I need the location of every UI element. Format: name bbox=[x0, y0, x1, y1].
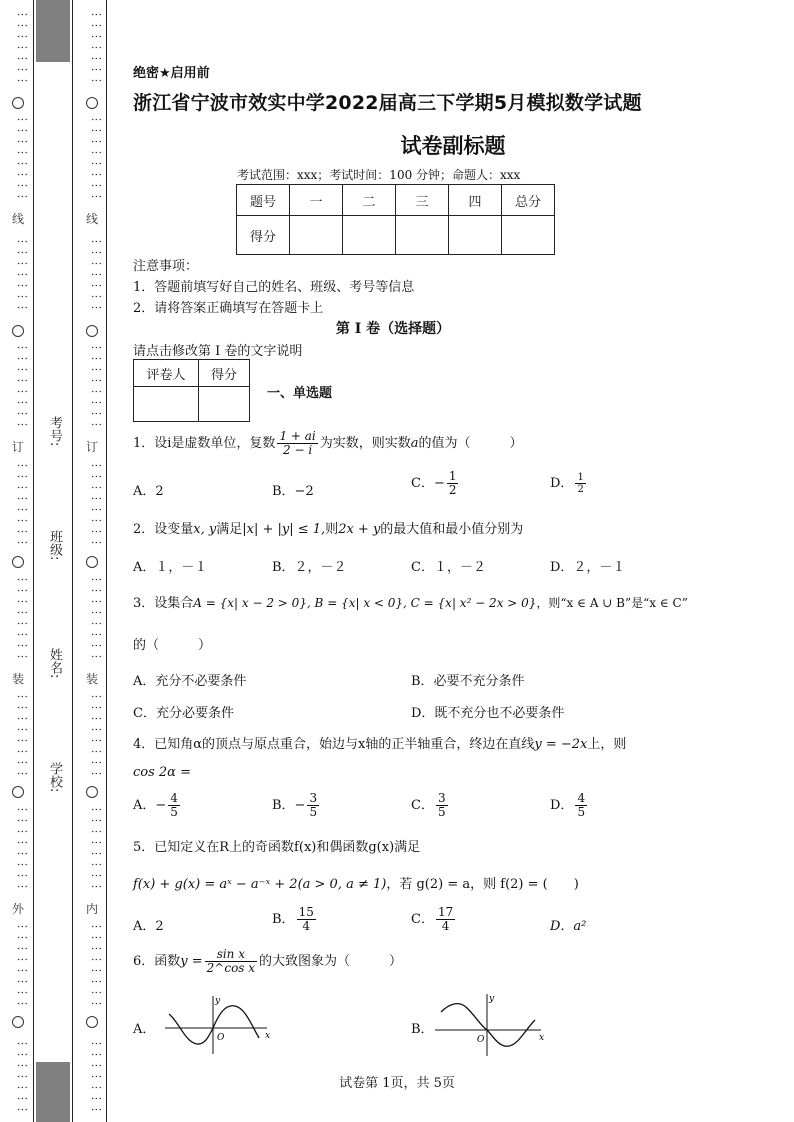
q6-tail: 的大致图象为（ ） bbox=[259, 954, 403, 969]
note-item: 2．请将答案正确填写在答题卡上 bbox=[133, 301, 324, 316]
score-cell[interactable] bbox=[502, 216, 555, 255]
option-frac bbox=[436, 906, 455, 933]
q3-option-b[interactable]: B．必要不充分条件 bbox=[411, 674, 525, 689]
y-axis-label: y bbox=[489, 994, 495, 1004]
q2-option-c[interactable]: C．１，－２ bbox=[411, 560, 486, 575]
q4-line-equation: y = −2x bbox=[534, 737, 588, 752]
frac-den: 5 bbox=[437, 805, 446, 819]
q1-option-a[interactable]: A．2 bbox=[133, 484, 164, 499]
option-label: D． bbox=[550, 798, 574, 813]
grader-cell[interactable] bbox=[199, 387, 250, 422]
score-header: 题号 bbox=[237, 185, 290, 216]
q1-option-d-label: D． bbox=[550, 476, 574, 491]
frac-num: 4 bbox=[577, 791, 586, 805]
q2-option-a[interactable]: A．１，－１ bbox=[133, 560, 208, 575]
inner-mark-line: 线 bbox=[85, 212, 98, 226]
option-frac bbox=[307, 792, 319, 819]
question-1 bbox=[133, 430, 523, 457]
outer-cut-column: ⋮⋮⋮⋮⋮⋮⋮ ⋮⋮⋮⋮⋮⋮⋮⋮ 线 ⋮⋮⋮⋮⋮⋮⋮ ⋮⋮⋮⋮⋮⋮⋮⋮ 订 ⋮⋮⋮⋮⋮⋮⋮⋮ ⋮⋮⋮⋮⋮⋮⋮⋮ 装 ⋮⋮⋮⋮⋮⋮⋮⋮ ⋮⋮⋮⋮⋮⋮⋮⋮ 外 ⋮⋮⋮⋮⋮⋮⋮⋮ ⋮⋮⋮⋮⋮⋮⋮ bbox=[8, 0, 28, 1122]
frac-num: 3 bbox=[309, 791, 318, 805]
q1-option-c-label: C．− bbox=[411, 476, 445, 491]
q5-option-b[interactable] bbox=[272, 906, 318, 933]
margin-gray-bottom bbox=[36, 1062, 70, 1122]
question-2 bbox=[133, 518, 523, 537]
question-4 bbox=[133, 733, 626, 752]
outer-mark-outside: 外 bbox=[11, 902, 24, 916]
notes-heading: 注意事项： bbox=[133, 259, 199, 274]
q5-option-a[interactable]: A．2 bbox=[133, 919, 164, 934]
option-frac bbox=[575, 792, 587, 819]
q2-vars: x, y bbox=[193, 522, 217, 537]
grader-header: 得分 bbox=[199, 360, 250, 387]
curve-a bbox=[169, 1006, 259, 1044]
q2-expression: 2x + y bbox=[338, 522, 381, 537]
q4-text-end: 上，则 bbox=[587, 737, 627, 752]
score-cell[interactable] bbox=[343, 216, 396, 255]
inner-mark-bind: 装 bbox=[85, 672, 98, 686]
x-axis-label: x bbox=[539, 1033, 545, 1043]
q5-line-2 bbox=[133, 873, 579, 892]
y-axis-label: y bbox=[215, 996, 221, 1006]
score-cell[interactable] bbox=[396, 216, 449, 255]
circle-icon bbox=[86, 325, 98, 337]
q4-option-a[interactable] bbox=[133, 792, 182, 819]
frac-den: 5 bbox=[170, 805, 178, 819]
q6-option-b-graph[interactable] bbox=[433, 990, 548, 1058]
margin-border-mid bbox=[72, 0, 73, 1122]
q1-frac-num: 1 + ai bbox=[279, 429, 316, 443]
q1-option-b[interactable]: B．−2 bbox=[272, 484, 314, 499]
q1-prefix: 1．设i是虚数单位，复数 bbox=[133, 436, 276, 451]
circle-icon bbox=[12, 325, 24, 337]
q3-option-d[interactable]: D．既不充分也不必要条件 bbox=[411, 706, 565, 721]
option-label: C． bbox=[411, 912, 434, 927]
score-header: 二 bbox=[343, 185, 396, 216]
x-axis-label: x bbox=[265, 1031, 271, 1041]
q1-suffix: 为实数，则实数 bbox=[319, 436, 411, 451]
frac-num: 3 bbox=[437, 791, 446, 805]
q3-sets: A = {x| x − 2 > 0}, B = {x| x < 0}, C = {x| x² − 2x > 0} bbox=[193, 596, 537, 610]
q3-condition: ，则“x ∈ A ∪ B”是“x ∈ C” bbox=[536, 596, 688, 610]
frac-den: 5 bbox=[577, 805, 586, 819]
frac-den: 2 bbox=[577, 484, 584, 495]
circle-icon bbox=[86, 97, 98, 109]
q2-condition: |x| + |y| ≤ 1, bbox=[242, 522, 326, 537]
q5-option-d[interactable]: D．a² bbox=[550, 919, 587, 934]
q5-option-c[interactable] bbox=[411, 906, 457, 933]
notes bbox=[133, 256, 414, 319]
q4-line-2: cos 2α = bbox=[133, 765, 191, 780]
inner-mark-order: 订 bbox=[85, 440, 98, 454]
circle-icon bbox=[12, 97, 24, 109]
q5-equation: f(x) + g(x) = aˣ − a⁻ˣ + 2(a > 0, a ≠ 1) bbox=[133, 877, 387, 892]
page-footer: 试卷第 1页，共 5页 bbox=[339, 1076, 455, 1091]
score-cell[interactable] bbox=[449, 216, 502, 255]
circle-icon bbox=[86, 1016, 98, 1028]
student-id-label: 考号: bbox=[47, 416, 62, 447]
exam-info: 考试范围：xxx；考试时间：100 分钟；命题人：xxx bbox=[237, 168, 521, 182]
secret-label: 绝密★启用前 bbox=[133, 66, 210, 81]
q1-tail: 的值为（ ） bbox=[418, 436, 523, 451]
q3-prefix: 3．设集合 bbox=[133, 596, 194, 611]
option-label: A．− bbox=[133, 798, 167, 813]
exam-title: 浙江省宁波市效实中学2022届高三下学期5月模拟数学试题 bbox=[133, 92, 642, 114]
option-label: B．− bbox=[272, 798, 306, 813]
q3-option-a[interactable]: A．充分不必要条件 bbox=[133, 674, 247, 689]
frac-den: 4 bbox=[441, 919, 450, 933]
option-label: B． bbox=[272, 912, 295, 927]
option-frac bbox=[168, 792, 180, 819]
frac-num: 17 bbox=[437, 905, 454, 919]
q4-option-d[interactable] bbox=[550, 792, 589, 819]
frac-den: 2 bbox=[448, 483, 457, 497]
score-row-label: 得分 bbox=[237, 216, 290, 255]
origin-label: O bbox=[477, 1035, 485, 1045]
grader-header: 评卷人 bbox=[134, 360, 199, 387]
circle-icon bbox=[12, 556, 24, 568]
frac-den: 5 bbox=[309, 805, 318, 819]
score-header: 总分 bbox=[502, 185, 555, 216]
question-6 bbox=[133, 948, 402, 975]
circle-icon bbox=[12, 1016, 24, 1028]
q4-option-b[interactable] bbox=[272, 792, 321, 819]
frac-den: 4 bbox=[302, 919, 311, 933]
circle-icon bbox=[86, 786, 98, 798]
part-description: 请点击修改第 I 卷的文字说明 bbox=[133, 344, 303, 359]
q1-fraction bbox=[277, 430, 317, 457]
q6-fraction bbox=[205, 948, 257, 975]
frac-num: 1 bbox=[577, 472, 584, 483]
frac-num: 1 bbox=[448, 469, 457, 483]
q1-option-d-frac bbox=[575, 472, 585, 495]
frac-num: 15 bbox=[298, 905, 314, 919]
q2-option-b[interactable]: B．２，－２ bbox=[272, 560, 347, 575]
name-label: 姓名: bbox=[47, 648, 62, 679]
margin-border-right bbox=[106, 0, 107, 1122]
question-5: 5．已知定义在R上的奇函数f(x)和偶函数g(x)满足 bbox=[133, 840, 421, 855]
q4-option-c[interactable] bbox=[411, 792, 450, 819]
question-3 bbox=[133, 592, 688, 611]
frac-num: 4 bbox=[170, 791, 178, 805]
q6-option-a-label[interactable]: A． bbox=[133, 1022, 156, 1037]
score-header: 三 bbox=[396, 185, 449, 216]
q5-question: ，若 g(2) = a，则 f(2) = ( ) bbox=[386, 877, 579, 892]
inner-mark-inside: 内 bbox=[85, 902, 98, 916]
grader-cell[interactable] bbox=[134, 387, 199, 422]
q6-prefix: 6．函数 bbox=[133, 954, 181, 969]
outer-mark-line: 线 bbox=[11, 212, 24, 226]
q6-option-a-graph[interactable] bbox=[163, 994, 273, 1056]
section-title: 一、单选题 bbox=[267, 386, 333, 401]
q1-var: a bbox=[410, 436, 419, 451]
outer-mark-bind: 装 bbox=[11, 672, 24, 686]
circle-icon bbox=[12, 786, 24, 798]
option-frac bbox=[436, 792, 448, 819]
option-label: C． bbox=[411, 798, 434, 813]
q2-tail: 则 bbox=[325, 522, 339, 537]
score-header: 一 bbox=[290, 185, 343, 216]
q6-option-b-label[interactable]: B． bbox=[411, 1022, 434, 1037]
q6-lhs: y = bbox=[180, 954, 203, 969]
margin-gray-top bbox=[36, 0, 70, 62]
q1-option-d[interactable] bbox=[550, 472, 588, 495]
q3-line-2: 的（ ） bbox=[133, 638, 212, 653]
q1-frac-den: 2 − i bbox=[283, 443, 313, 457]
q2-option-d[interactable]: D．２，－１ bbox=[550, 560, 626, 575]
score-table bbox=[236, 184, 555, 255]
score-header: 四 bbox=[449, 185, 502, 216]
q6-frac-num: sin x bbox=[205, 948, 257, 962]
exam-subtitle: 试卷副标题 bbox=[400, 134, 506, 158]
school-label: 学校: bbox=[47, 762, 62, 793]
q2-end: 的最大值和最小值分别为 bbox=[380, 522, 524, 537]
circle-icon bbox=[86, 556, 98, 568]
q2-prefix: 2．设变量 bbox=[133, 522, 194, 537]
q6-frac-den: 2^cos x bbox=[206, 961, 256, 975]
score-cell[interactable] bbox=[290, 216, 343, 255]
origin-label: O bbox=[217, 1033, 225, 1043]
option-frac bbox=[297, 906, 316, 933]
curve-b bbox=[441, 1004, 535, 1047]
inner-cut-column: ⋮⋮⋮⋮⋮⋮⋮ ⋮⋮⋮⋮⋮⋮⋮⋮ 线 ⋮⋮⋮⋮⋮⋮⋮ ⋮⋮⋮⋮⋮⋮⋮⋮ 订 ⋮⋮⋮⋮⋮⋮⋮⋮ ⋮⋮⋮⋮⋮⋮⋮⋮ 装 ⋮⋮⋮⋮⋮⋮⋮⋮ ⋮⋮⋮⋮⋮⋮⋮⋮ 内 ⋮⋮⋮⋮⋮⋮⋮⋮ ⋮⋮⋮⋮⋮⋮⋮ bbox=[82, 0, 102, 1122]
q1-option-c[interactable] bbox=[411, 470, 460, 497]
q3-option-c[interactable]: C．充分必要条件 bbox=[133, 706, 234, 721]
part-title: 第 I 卷（选择题） bbox=[335, 321, 451, 337]
note-item: 1．答题前填写好自己的姓名、班级、考号等信息 bbox=[133, 280, 415, 295]
class-label: 班级: bbox=[47, 530, 62, 561]
grader-table bbox=[133, 359, 250, 422]
outer-mark-order: 订 bbox=[11, 440, 24, 454]
q2-mid: 满足 bbox=[216, 522, 243, 537]
margin-border-left bbox=[33, 0, 34, 1122]
q1-option-c-frac bbox=[447, 470, 459, 497]
binding-margin bbox=[0, 0, 110, 1122]
q4-text: 4．已知角α的顶点与原点重合，始边与x轴的正半轴重合，终边在直线 bbox=[133, 737, 535, 752]
